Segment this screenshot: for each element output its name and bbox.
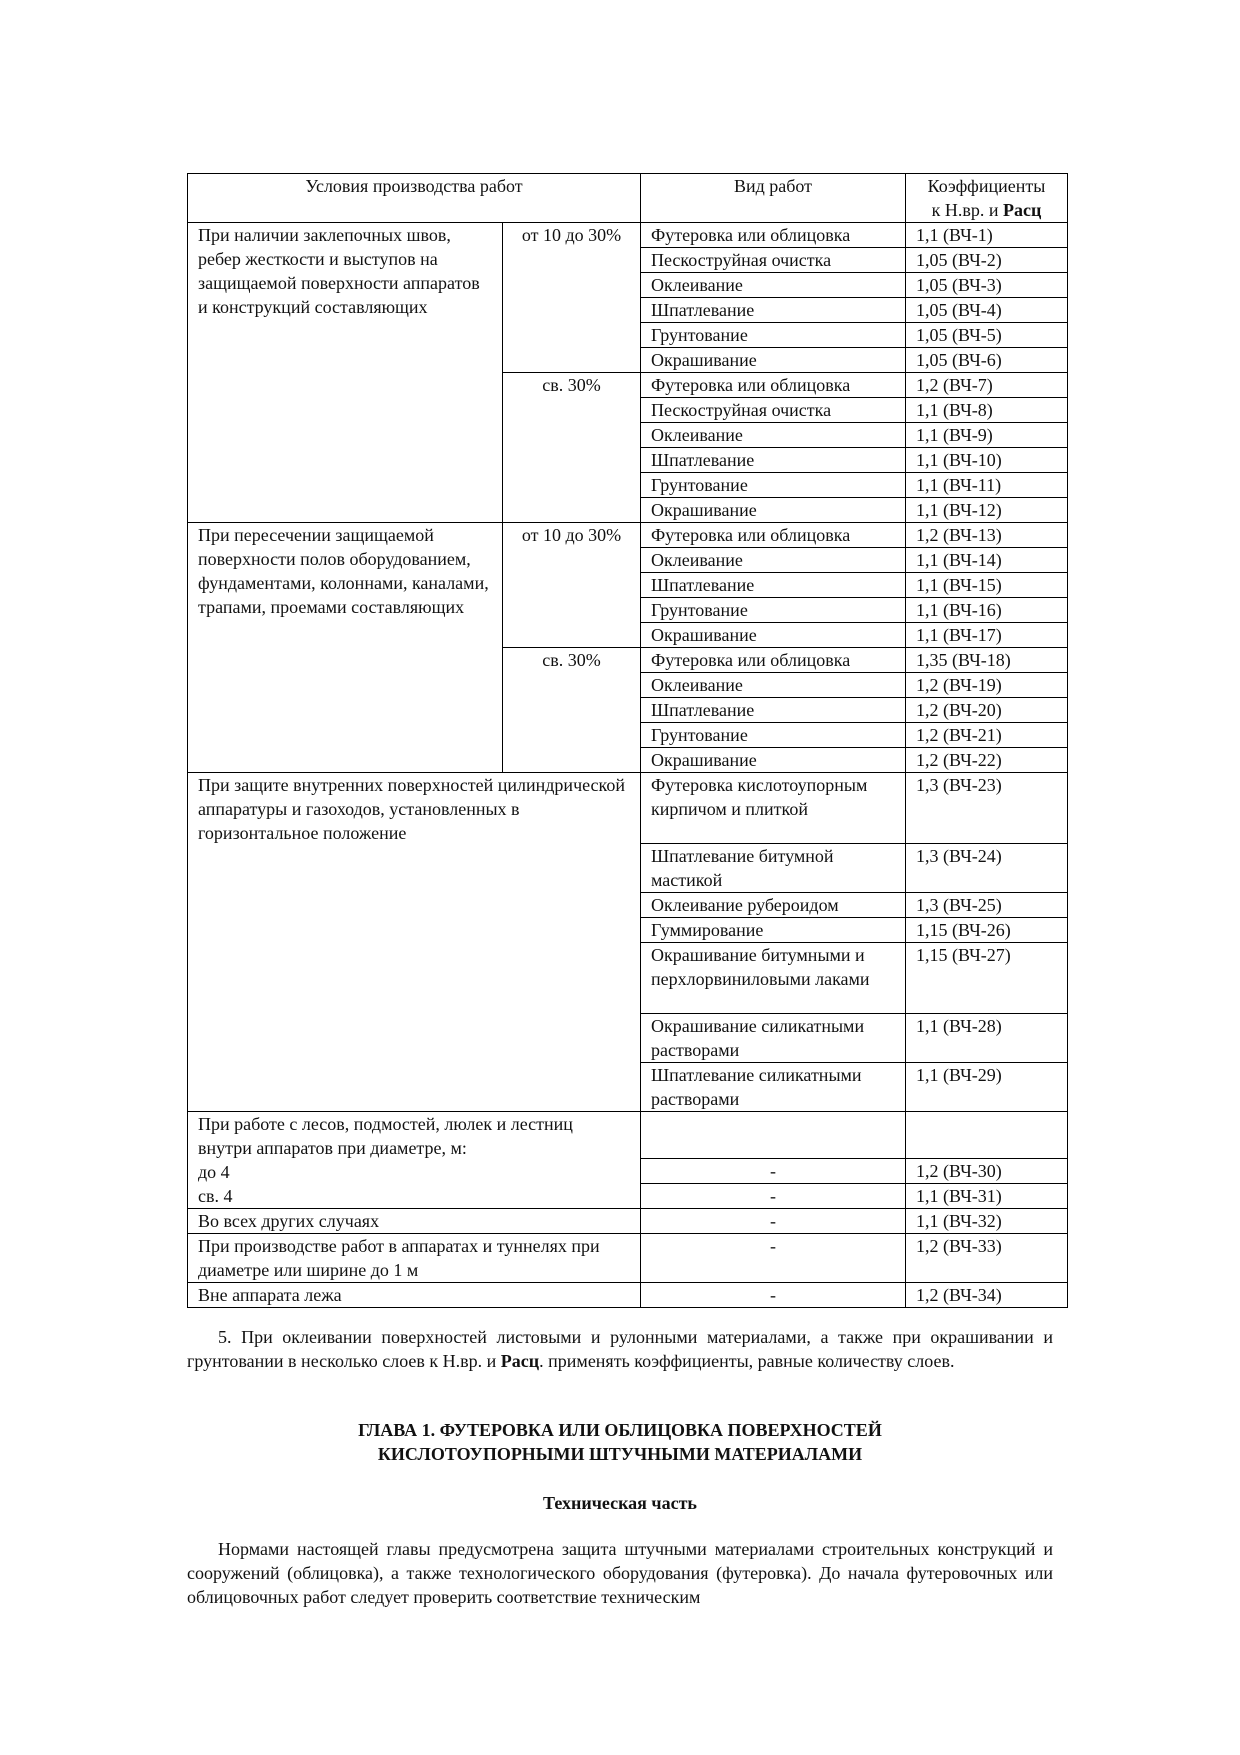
- table-row: [188, 773, 1068, 844]
- condition-cell: [188, 1112, 641, 1209]
- work-type-cell: Футеровка или облицовка: [641, 223, 906, 248]
- note-5: [187, 1325, 1053, 1373]
- coefficient-cell: 1,35 (ВЧ-18): [906, 648, 1068, 673]
- work-type-cell: [641, 1112, 906, 1159]
- note-5-text: 5. При оклеивании поверхностей листовыми и рулонными материалами, а также при окрашивании и грунтовании в несколько слоев к Н.вр. и: [187, 1327, 1053, 1371]
- coefficient-cell: 1,05 (ВЧ-3): [906, 273, 1068, 298]
- work-type-cell: -: [641, 1159, 906, 1184]
- coefficient-cell: 1,1 (ВЧ-14): [906, 548, 1068, 573]
- coefficient-cell: 1,15 (ВЧ-26): [906, 918, 1068, 943]
- work-type-cell: Шпатлевание: [641, 298, 906, 323]
- table-row: [188, 1112, 1068, 1159]
- coefficient-cell: 1,1 (ВЧ-9): [906, 423, 1068, 448]
- work-type-cell: Шпатлевание: [641, 698, 906, 723]
- condition-cell: При защите внутренних поверхностей цилиндрической аппаратуры и газоходов, установленных в горизонтальное положение: [188, 773, 641, 1112]
- work-type-cell: -: [641, 1209, 906, 1234]
- coefficient-cell: 1,3 (ВЧ-23): [906, 773, 1068, 844]
- work-type-cell: Окрашивание силикатными растворами: [641, 1014, 906, 1063]
- section-title: Техническая часть: [543, 1493, 697, 1513]
- range-cell: св. 30%: [503, 373, 641, 523]
- header-work-type: Вид работ: [641, 174, 906, 223]
- coefficient-cell: [906, 1112, 1068, 1159]
- work-type-cell: Оклеивание: [641, 548, 906, 573]
- header-coef-rasc: Расц: [1003, 200, 1042, 220]
- coefficients-table: [187, 173, 1068, 1308]
- header-coef-line1: Коэффициенты: [927, 176, 1046, 196]
- work-type-cell: Оклеивание: [641, 673, 906, 698]
- table-row: [188, 223, 1068, 248]
- work-type-cell: Оклеивание рубероидом: [641, 893, 906, 918]
- coefficient-cell: 1,1 (ВЧ-10): [906, 448, 1068, 473]
- coefficient-cell: 1,05 (ВЧ-2): [906, 248, 1068, 273]
- coefficient-cell: 1,2 (ВЧ-21): [906, 723, 1068, 748]
- work-type-cell: Грунтование: [641, 473, 906, 498]
- coefficient-cell: 1,1 (ВЧ-1): [906, 223, 1068, 248]
- work-type-cell: Футеровка или облицовка: [641, 373, 906, 398]
- body-paragraph: Нормами настоящей главы предусмотрена защита штучными материалами строительных конструкций и сооружений (облицовка), а также технологического оборудования (футеровка). До начала футеровочных или облицовочных работ следует проверить соответствие техническим: [187, 1539, 1053, 1607]
- work-type-cell: Шпатлевание: [641, 448, 906, 473]
- work-type-cell: Шпатлевание: [641, 573, 906, 598]
- coefficient-cell: 1,3 (ВЧ-24): [906, 844, 1068, 893]
- chapter-title-line1: ГЛАВА 1. ФУТЕРОВКА ИЛИ ОБЛИЦОВКА ПОВЕРХНОСТЕЙ: [358, 1420, 882, 1440]
- work-type-cell: Футеровка кислотоупорным кирпичом и плиткой: [641, 773, 906, 844]
- coefficient-cell: 1,05 (ВЧ-5): [906, 323, 1068, 348]
- coefficient-cell: 1,1 (ВЧ-11): [906, 473, 1068, 498]
- header-conditions: Условия производства работ: [188, 174, 641, 223]
- scaffold-diameter-label: до 4: [198, 1162, 230, 1182]
- coefficient-cell: 1,2 (ВЧ-13): [906, 523, 1068, 548]
- coefficient-cell: 1,1 (ВЧ-12): [906, 498, 1068, 523]
- work-type-cell: -: [641, 1184, 906, 1209]
- work-type-cell: Футеровка или облицовка: [641, 648, 906, 673]
- work-type-cell: Грунтование: [641, 723, 906, 748]
- table-row: [188, 1209, 1068, 1234]
- table-row: [188, 523, 1068, 548]
- coefficient-cell: 1,1 (ВЧ-29): [906, 1063, 1068, 1112]
- work-type-cell: Окрашивание битумными и перхлорвиниловыми лаками: [641, 943, 906, 1014]
- condition-cell: При пересечении защищаемой поверхности полов оборудованием, фундаментами, колоннами, каналами, трапами, проемами составляющих: [188, 523, 503, 773]
- work-type-cell: Гуммирование: [641, 918, 906, 943]
- table-header-row: [188, 174, 1068, 223]
- coefficient-cell: 1,1 (ВЧ-31): [906, 1184, 1068, 1209]
- coefficient-cell: 1,1 (ВЧ-16): [906, 598, 1068, 623]
- work-type-cell: Окрашивание: [641, 498, 906, 523]
- work-type-cell: Пескоструйная очистка: [641, 398, 906, 423]
- condition-cell: При наличии заклепочных швов, ребер жесткости и выступов на защищаемой поверхности аппаратов и конструкций составляющих: [188, 223, 503, 523]
- header-coefficients: [906, 174, 1068, 223]
- coefficient-cell: 1,2 (ВЧ-22): [906, 748, 1068, 773]
- header-coef-line2: к Н.вр. и: [931, 200, 1004, 220]
- coefficient-cell: 1,2 (ВЧ-19): [906, 673, 1068, 698]
- coefficient-cell: 1,1 (ВЧ-15): [906, 573, 1068, 598]
- coefficient-cell: 1,15 (ВЧ-27): [906, 943, 1068, 1014]
- coefficient-cell: 1,2 (ВЧ-20): [906, 698, 1068, 723]
- work-type-cell: Грунтование: [641, 598, 906, 623]
- chapter-title: [187, 1418, 1053, 1466]
- table-row: [188, 1234, 1068, 1283]
- coefficient-cell: 1,05 (ВЧ-4): [906, 298, 1068, 323]
- work-type-cell: Пескоструйная очистка: [641, 248, 906, 273]
- coefficient-cell: 1,2 (ВЧ-7): [906, 373, 1068, 398]
- work-type-cell: Футеровка или облицовка: [641, 523, 906, 548]
- scaffold-condition: При работе с лесов, подмостей, люлек и лестниц внутри аппаратов при диаметре, м:: [198, 1114, 573, 1158]
- table-row: [188, 1283, 1068, 1308]
- work-type-cell: Окрашивание: [641, 623, 906, 648]
- coefficient-cell: 1,2 (ВЧ-30): [906, 1159, 1068, 1184]
- coefficient-cell: 1,2 (ВЧ-33): [906, 1234, 1068, 1283]
- work-type-cell: Оклеивание: [641, 273, 906, 298]
- work-type-cell: Окрашивание: [641, 348, 906, 373]
- range-cell: св. 30%: [503, 648, 641, 773]
- coefficient-cell: 1,1 (ВЧ-8): [906, 398, 1068, 423]
- work-type-cell: Оклеивание: [641, 423, 906, 448]
- coefficient-cell: 1,05 (ВЧ-6): [906, 348, 1068, 373]
- condition-cell: Во всех других случаях: [188, 1209, 641, 1234]
- note-5-text-end: . применять коэффициенты, равные количеству слоев.: [539, 1351, 955, 1371]
- work-type-cell: -: [641, 1234, 906, 1283]
- work-type-cell: Грунтование: [641, 323, 906, 348]
- range-cell: от 10 до 30%: [503, 523, 641, 648]
- coefficient-cell: 1,1 (ВЧ-28): [906, 1014, 1068, 1063]
- work-type-cell: Окрашивание: [641, 748, 906, 773]
- coefficient-cell: 1,1 (ВЧ-32): [906, 1209, 1068, 1234]
- range-cell: от 10 до 30%: [503, 223, 641, 373]
- chapter-title-line2: КИСЛОТОУПОРНЫМИ ШТУЧНЫМИ МАТЕРИАЛАМИ: [377, 1444, 863, 1464]
- work-type-cell: Шпатлевание силикатными растворами: [641, 1063, 906, 1112]
- note-5-rasc: Расц: [500, 1351, 540, 1371]
- condition-cell: Вне аппарата лежа: [188, 1283, 641, 1308]
- condition-cell: При производстве работ в аппаратах и туннелях при диаметре или ширине до 1 м: [188, 1234, 641, 1283]
- scaffold-diameter-label: св. 4: [198, 1186, 233, 1206]
- coefficient-cell: 1,3 (ВЧ-25): [906, 893, 1068, 918]
- work-type-cell: Шпатлевание битумной мастикой: [641, 844, 906, 893]
- coefficient-cell: 1,2 (ВЧ-34): [906, 1283, 1068, 1308]
- work-type-cell: -: [641, 1283, 906, 1308]
- coefficient-cell: 1,1 (ВЧ-17): [906, 623, 1068, 648]
